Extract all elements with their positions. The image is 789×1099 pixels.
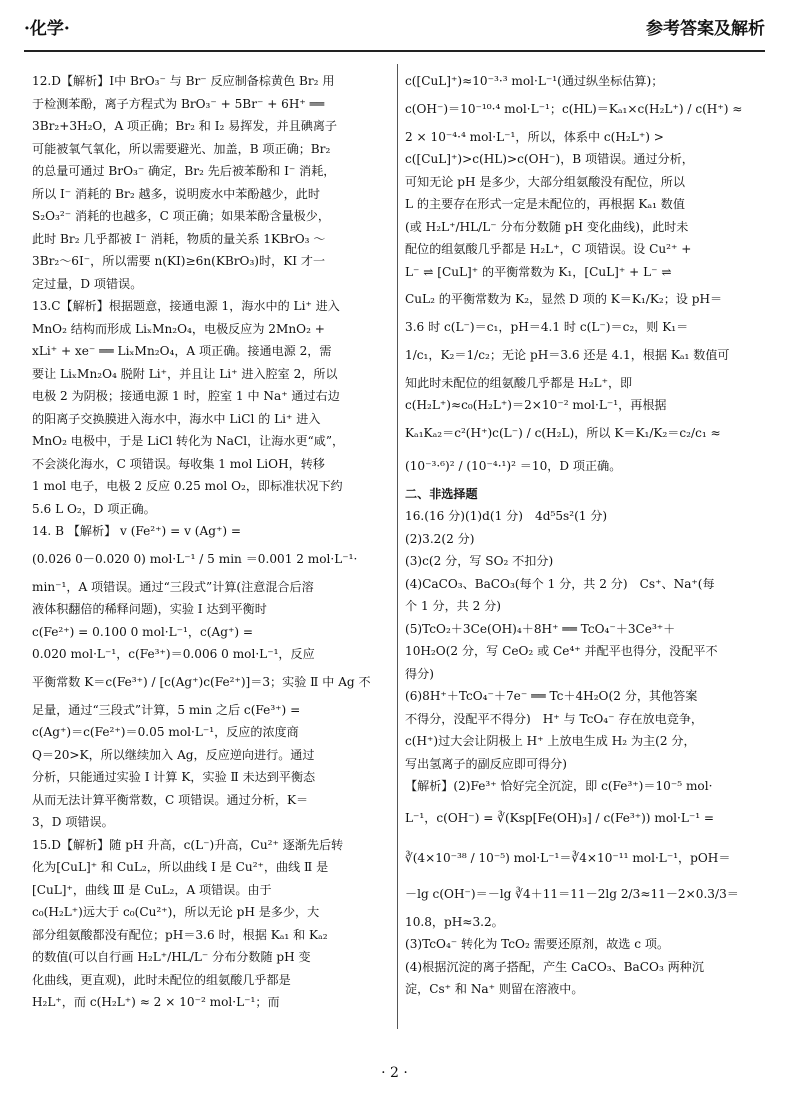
section-heading: 二、非选择题 [405, 486, 478, 501]
formula-line: L⁻¹，c(OH⁻) = ∛(Ksp[Fe(OH)₃] / c(Fe³⁺)) mol·L⁻¹ = [405, 810, 715, 825]
text-line: 不会淡化海水，C 项错误。每收集 1 mol LiOH，转移 [32, 456, 325, 471]
header-rule [24, 50, 765, 52]
text-line: (或 H₂L⁺/HL/L⁻ 分布分数随 pH 变化曲线)，此时未 [405, 219, 689, 234]
text-line: 的数值(可以自行画 H₂L⁺/HL/L⁻ 分布分数随 pH 变 [32, 950, 311, 964]
text-line: 15.D【解析】随 pH 升高，c(L⁻)升高，Cu²⁺ 逐渐先后转 [32, 837, 344, 852]
formula-line: 1/c₁，K₂＝1/c₂；无论 pH＝3.6 还是 4.1，根据 Kₐ₁ 数值可 [405, 347, 730, 362]
text-line: [CuL]⁺，曲线 Ⅲ 是 CuL₂，A 项错误。由于 [32, 882, 272, 897]
text-line: 从而无法计算平衡常数，C 项错误。通过分析，K＝ [32, 792, 309, 807]
text-line: c([CuL]⁺)>c(HL)>c(OH⁻)，B 项错误。通过分析， [405, 152, 694, 166]
text-line: 2 × 10⁻⁴·⁴ mol·L⁻¹，所以，体系中 c(H₂L⁺) > [405, 129, 664, 144]
text-line: 【解析】(2)Fe³⁺ 恰好完全沉淀，即 c(Fe³⁺)＝10⁻⁵ mol· [405, 779, 713, 793]
text-line: (4)CaCO₃、BaCO₃(每个 1 分，共 2 分) Cs⁺、Na⁺(每 [405, 576, 715, 591]
page-number: · 2 · [381, 1065, 408, 1081]
text-line: 1 mol 电子，电极 2 反应 0.25 mol O₂，即标准状况下约 [32, 479, 343, 493]
text-line: 淀，Cs⁺ 和 Na⁺ 则留在溶液中。 [405, 982, 584, 996]
text-line: 定过量，D 项错误。 [32, 276, 143, 291]
section-title: 参考答案及解析 [646, 19, 765, 39]
text-line: 得分) [405, 666, 434, 681]
formula-line: ∛(4×10⁻³⁸ / 10⁻⁵) mol·L⁻¹＝∛4×10⁻¹¹ mol·L⁻¹，pOH＝ [405, 850, 731, 865]
text-line: 16.(16 分)(1)d(1 分) 4d⁵5s²(1 分) [405, 509, 608, 523]
text-line: 5.6 L O₂，D 项正确。 [32, 501, 156, 516]
text-line: 的阳离子交换膜进入海水中，海水中 LiCl 的 Li⁺ 进入 [32, 411, 321, 426]
text-line: xLi⁺ + xe⁻ ══ LiₓMn₂O₄，A 项正确。接通电源 2，需 [32, 344, 332, 358]
text-line: 可能被氧气氧化，所以需要避光、加盖，B 项正确；Br₂ [32, 141, 331, 156]
column-divider [397, 64, 398, 1029]
text-line: 3Br₂～6I⁻，所以需要 n(KI)≥6n(KBrO₃)时，KI 才一 [32, 254, 326, 268]
text-line: 部分组氨酸都没有配位；pH＝3.6 时，根据 Kₐ₁ 和 Kₐ₂ [32, 927, 328, 942]
text-line: 13.C【解析】根据题意，接通电源 1，海水中的 Li⁺ 进入 [32, 299, 340, 313]
text-line: 不得分，没配平不得分) H⁺ 与 TcO₄⁻ 存在放电竞争， [405, 711, 704, 726]
text-line: 电极 2 为阴极；接通电源 1 时，腔室 1 中 Na⁺ 通过右边 [32, 389, 340, 403]
text-line: (2)3.2(2 分) [405, 531, 475, 546]
text-line: 3.6 时 c(L⁻)＝c₁，pH＝4.1 时 c(L⁻)＝c₂，则 K₁＝ [405, 320, 689, 334]
text-line: 分析，只能通过实验 Ⅰ 计算 K，实验 Ⅱ 未达到平衡态 [32, 770, 316, 784]
text-line: c(Fe²⁺) = 0.100 0 mol·L⁻¹，c(Ag⁺) = [32, 624, 254, 639]
text-line: 要让 LiₓMn₂O₄ 脱附 Li⁺，并且让 Li⁺ 进入腔室 2，所以 [32, 366, 338, 381]
text-line: c(H⁺)过大会让阴极上 H⁺ 上放电生成 H₂ 为主(2 分， [405, 734, 696, 748]
text-line: (6)8H⁺＋TcO₄⁻＋7e⁻ ══ Tc＋4H₂O(2 分，其他答案 [405, 689, 698, 703]
text-line: c(Ag⁺)＝c(Fe²⁺)＝0.05 mol·L⁻¹，反应的浓度商 [32, 725, 299, 739]
subject-label: ·化学· [24, 19, 70, 39]
text-line: 于检测苯酚，离子方程式为 BrO₃⁻ + 5Br⁻ + 6H⁺ ══ [32, 96, 325, 111]
page-header [24, 10, 765, 46]
text-line: 14. B 【解析】 v (Fe²⁺) = v (Ag⁺) = [32, 524, 242, 538]
text-line: 3，D 项错误。 [32, 815, 114, 829]
text-line: MnO₂ 电极中，于是 LiCl 转化为 NaCl，让海水更“咸”， [32, 434, 345, 448]
text-line: L 的主要存在形式一定是未配位的，再根据 Kₐ₁ 数值 [405, 197, 685, 211]
formula-line: －lg c(OH⁻)＝－lg ∛4＋11＝11－2lg 2/3≈11－2×0.3/3＝ [405, 886, 739, 901]
formula-line: c(OH⁻)＝10⁻¹⁰·⁴ mol·L⁻¹；c(HL)＝Kₐ₁×c(H₂L⁺) / c(H⁺) ≈ [405, 101, 743, 116]
text-line: (3)TcO₄⁻ 转化为 TcO₂ 需要还原剂，故选 c 项。 [405, 937, 670, 951]
text-line: S₂O₃²⁻ 消耗的也越多，C 项正确；如果苯酚含量极少， [32, 209, 330, 223]
left-column [32, 70, 388, 1014]
text-line: 的总量可通过 BrO₃⁻ 确定，Br₂ 先后被苯酚和 I⁻ 消耗， [32, 164, 336, 178]
text-line: 化为[CuL]⁺ 和 CuL₂，所以曲线 Ⅰ 是 Cu²⁺，曲线 Ⅱ 是 [32, 860, 329, 874]
text-line: c(H₂L⁺)≈c₀(H₂L⁺)＝2×10⁻² mol·L⁻¹，再根据 [405, 398, 667, 412]
formula-line: (10⁻³·⁶)² / (10⁻⁴·¹)² ＝10，D 项正确。 [405, 458, 622, 473]
text-line: L⁻ ⇌ [CuL]⁺ 的平衡常数为 K₁，[CuL]⁺ + L⁻ ⇌ [405, 264, 672, 279]
text-line: 足量，通过“三段式”计算，5 min 之后 c(Fe³⁺) = [32, 702, 301, 717]
text-line: 化曲线，更直观)，此时未配位的组氨酸几乎都是 [32, 972, 291, 987]
text-line: 知此时未配位的组氨酸几乎都是 H₂L⁺，即 [405, 375, 633, 390]
text-line: 可知无论 pH 是多少，大部分组氨酸没有配位，所以 [405, 174, 685, 189]
text-line: (5)TcO₂＋3Ce(OH)₄＋8H⁺ ══ TcO₄⁻＋3Ce³⁺＋ [405, 621, 676, 636]
text-line: (4)根据沉淀的离子搭配，产生 CaCO₃、BaCO₃ 两种沉 [405, 959, 704, 974]
formula-line: CuL₂ 的平衡常数为 K₂，显然 D 项的 K＝K₁/K₂；设 pH＝ [405, 292, 723, 306]
text-line: 写出氢离子的副反应即可得分) [405, 756, 567, 771]
text-line: Q＝20>K，所以继续加入 Ag，反应逆向进行。通过 [32, 747, 315, 762]
formula-line: 平衡常数 K＝c(Fe³⁺) / [c(Ag⁺)c(Fe²⁺)]＝3；实验 Ⅱ 中 Ag 不 [32, 674, 371, 689]
text-line: 3Br₂+3H₂O，A 项正确；Br₂ 和 I₂ 易挥发，并且碘离子 [32, 119, 338, 133]
text-line: min⁻¹，A 项错误。通过“三段式”计算(注意混合后溶 [32, 579, 314, 594]
text-line: 配位的组氨酸几乎都是 H₂L⁺，C 项错误。设 Cu²⁺ + [405, 242, 692, 256]
text-line: (3)c(2 分，写 SO₂ 不扣分) [405, 554, 554, 568]
text-line: c([CuL]⁺)≈10⁻³·³ mol·L⁻¹(通过纵坐标估算)； [405, 74, 664, 88]
text-line: c₀(H₂L⁺)远大于 c₀(Cu²⁺)，所以无论 pH 是多少，大 [32, 905, 320, 919]
formula-line: Kₐ₁Kₐ₂＝c²(H⁺)c(L⁻) / c(H₂L)，所以 K＝K₁/K₂＝c₂/c₁ ≈ [405, 425, 721, 440]
text-line: 所以 I⁻ 消耗的 Br₂ 越多，说明废水中苯酚越少，此时 [32, 186, 320, 201]
text-line: 10H₂O(2 分，写 CeO₂ 或 Ce⁴⁺ 并配平也得分，没配平不 [405, 644, 718, 658]
text-line: H₂L⁺，而 c(H₂L⁺) ≈ 2 × 10⁻² mol·L⁻¹；而 [32, 995, 280, 1009]
formula-line: (0.026 0－0.020 0) mol·L⁻¹ / 5 min ＝0.001 2 mol·L⁻¹· [32, 551, 358, 566]
text-line: 液体积翻倍的稀释问题)，实验 Ⅰ 达到平衡时 [32, 602, 267, 616]
text-line: 10.8，pH≈3.2。 [405, 914, 504, 929]
text-line: 0.020 mol·L⁻¹，c(Fe³⁺)＝0.006 0 mol·L⁻¹，反应 [32, 647, 315, 661]
text-line: MnO₂ 结构而形成 LiₓMn₂O₄，电极反应为 2MnO₂ + [32, 321, 325, 336]
text-line: 此时 Br₂ 几乎都被 I⁻ 消耗，物质的量关系 1KBrO₃ ～ [32, 231, 326, 246]
text-line: 个 1 分，共 2 分) [405, 599, 501, 613]
text-line: 12.D【解析】Ⅰ中 BrO₃⁻ 与 Br⁻ 反应制备棕黄色 Br₂ 用 [32, 74, 335, 88]
right-column [405, 70, 760, 1001]
